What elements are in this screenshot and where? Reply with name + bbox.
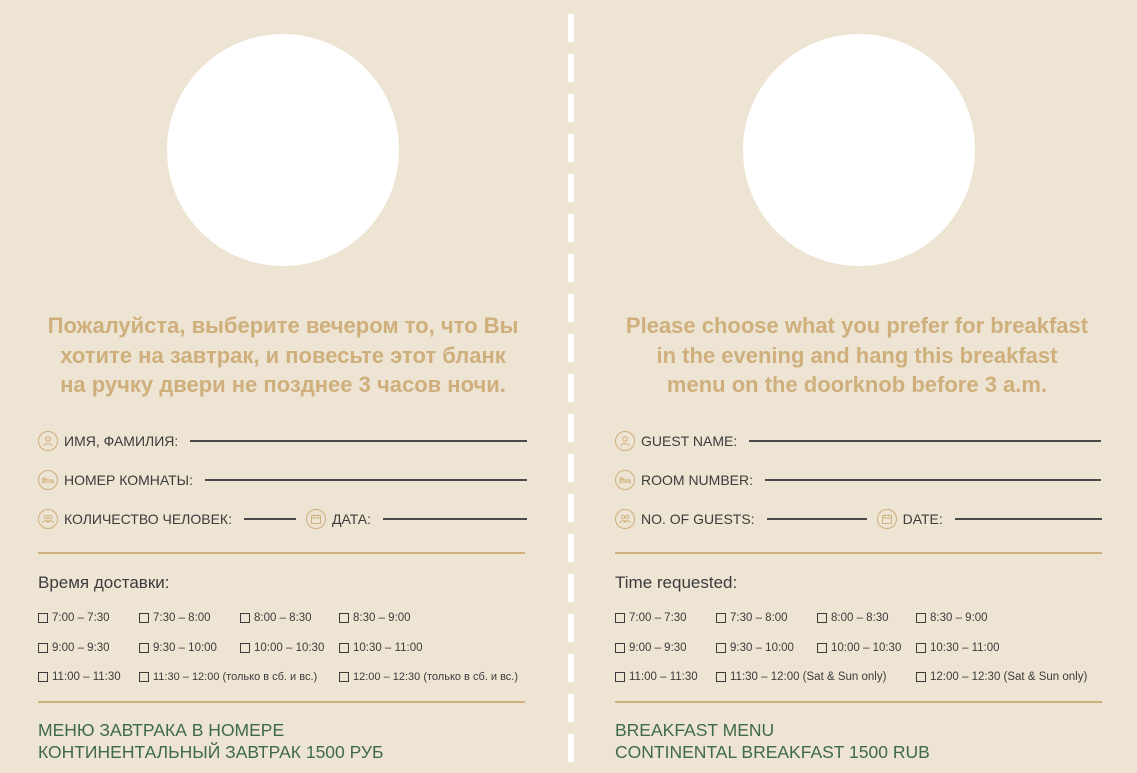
intro-line: хотите на завтрак, и повесьте этот бланк — [60, 342, 506, 368]
time-slot-checkbox[interactable] — [240, 612, 312, 624]
checkbox[interactable] — [139, 672, 149, 682]
person-icon — [38, 431, 58, 451]
time-slot-checkbox[interactable] — [339, 612, 411, 624]
checkbox[interactable] — [916, 613, 926, 623]
time-slot-checkbox[interactable] — [615, 671, 698, 683]
checkbox[interactable] — [916, 643, 926, 653]
time-slot-checkbox[interactable] — [716, 642, 794, 654]
slot-label: 10:00 – 10:30 — [254, 642, 325, 654]
room-input-line[interactable] — [765, 479, 1101, 481]
checkbox[interactable] — [139, 643, 149, 653]
checkbox[interactable] — [615, 672, 625, 682]
doorknob-hole — [167, 34, 399, 266]
name-input-line[interactable] — [749, 440, 1101, 442]
checkbox[interactable] — [339, 672, 349, 682]
menu-title: МЕНЮ ЗАВТРАКА В НОМЕРЕ — [38, 720, 285, 740]
time-slot-checkbox[interactable] — [38, 642, 110, 654]
name-field-row — [615, 429, 1101, 453]
checkbox[interactable] — [240, 613, 250, 623]
checkbox[interactable] — [139, 613, 149, 623]
intro-text — [602, 311, 1112, 400]
time-slot-checkbox[interactable] — [38, 612, 110, 624]
checkbox[interactable] — [716, 613, 726, 623]
checkbox[interactable] — [38, 643, 48, 653]
intro-line: in the evening and hang this breakfast — [656, 342, 1058, 368]
checkbox[interactable] — [716, 672, 726, 682]
intro-line: Please choose what you prefer for breakfast — [625, 313, 1089, 338]
checkbox[interactable] — [817, 643, 827, 653]
checkbox[interactable] — [339, 613, 349, 623]
time-slot-checkbox[interactable] — [916, 612, 988, 624]
bed-icon — [38, 470, 58, 490]
checkbox[interactable] — [615, 613, 625, 623]
name-label: GUEST NAME: — [641, 433, 738, 449]
slot-label: 11:00 – 11:30 — [629, 671, 698, 683]
slot-label: 12:00 – 12:30 (только в сб. и вс.) — [353, 671, 519, 683]
room-label: ROOM NUMBER: — [641, 472, 753, 488]
slot-label: 11:00 – 11:30 — [52, 671, 121, 683]
time-slot-checkbox[interactable] — [716, 671, 886, 683]
slot-label: 9:30 – 10:00 — [153, 642, 217, 654]
cut-line-divider — [568, 14, 574, 773]
bed-icon — [615, 470, 635, 490]
section-rule — [38, 701, 525, 703]
name-input-line[interactable] — [190, 440, 527, 442]
time-title: Time requested: — [615, 573, 738, 592]
time-slot-checkbox[interactable] — [139, 612, 211, 624]
slot-label: 9:00 – 9:30 — [629, 642, 687, 654]
time-slot-checkbox[interactable] — [916, 671, 1087, 683]
slot-label: 10:30 – 11:00 — [930, 642, 1000, 654]
menu-item: КОНТИНЕНТАЛЬНЫЙ ЗАВТРАК 1500 РУБ — [38, 742, 384, 762]
room-field-row — [38, 468, 527, 492]
name-field-row — [38, 429, 527, 453]
date-input-line[interactable] — [955, 518, 1102, 520]
time-title: Время доставки: — [38, 573, 170, 592]
calendar-icon — [306, 509, 326, 529]
menu-block — [615, 719, 930, 763]
date-label: DATE: — [902, 511, 943, 527]
time-slot-checkbox[interactable] — [817, 612, 889, 624]
time-slot-checkbox[interactable] — [339, 642, 423, 654]
intro-line: на ручку двери не позднее 3 часов ночи. — [60, 372, 506, 397]
slot-label: 9:30 – 10:00 — [730, 642, 794, 654]
slot-label: 7:00 – 7:30 — [629, 612, 687, 624]
time-slot-checkbox[interactable] — [615, 612, 687, 624]
calendar-icon — [877, 509, 897, 529]
time-slot-checkbox[interactable] — [38, 671, 121, 683]
section-rule — [615, 552, 1102, 554]
guests-input-line[interactable] — [244, 518, 296, 520]
checkbox[interactable] — [916, 672, 926, 682]
slot-label: 7:30 – 8:00 — [730, 612, 788, 624]
slot-label: 8:30 – 9:00 — [353, 612, 411, 624]
checkbox[interactable] — [240, 643, 250, 653]
guests-date-row — [38, 507, 527, 531]
time-slot-checkbox[interactable] — [817, 642, 901, 654]
slot-label: 7:30 – 8:00 — [153, 612, 211, 624]
slot-label: 10:00 – 10:30 — [831, 642, 902, 654]
menu-title: BREAKFAST MENU — [615, 720, 775, 740]
guests-label: NO. OF GUESTS: — [641, 511, 755, 527]
doorknob-hole — [743, 34, 975, 266]
room-label: НОМЕР КОМНАТЫ: — [64, 472, 193, 488]
slot-label: 11:30 – 12:00 (Sat & Sun only) — [730, 671, 887, 683]
checkbox[interactable] — [817, 613, 827, 623]
time-slot-checkbox[interactable] — [240, 642, 324, 654]
time-slot-checkbox[interactable] — [339, 671, 518, 683]
time-slot-checkbox[interactable] — [139, 642, 217, 654]
intro-text — [28, 311, 538, 400]
slot-label: 8:30 – 9:00 — [930, 612, 988, 624]
group-icon — [38, 509, 58, 529]
panel-english — [615, 0, 1105, 773]
section-rule — [615, 701, 1102, 703]
menu-item: CONTINENTAL BREAKFAST 1500 RUB — [615, 742, 930, 762]
person-icon — [615, 431, 635, 451]
checkbox[interactable] — [615, 643, 625, 653]
checkbox[interactable] — [38, 613, 48, 623]
section-rule — [38, 552, 525, 554]
date-label: ДАТА: — [331, 511, 372, 527]
slot-label: 8:00 – 8:30 — [831, 612, 889, 624]
slot-label: 9:00 – 9:30 — [52, 642, 110, 654]
slot-label: 12:00 – 12:30 (Sat & Sun only) — [930, 671, 1088, 683]
time-slot-checkbox[interactable] — [716, 612, 788, 624]
menu-block — [38, 719, 384, 763]
panel-russian — [38, 0, 528, 773]
intro-line: menu on the doorknob before 3 a.m. — [666, 372, 1048, 397]
slot-label: 11:30 – 12:00 (только в сб. и вс.) — [153, 671, 318, 683]
slot-label: 8:00 – 8:30 — [254, 612, 312, 624]
group-icon — [615, 509, 635, 529]
checkbox[interactable] — [339, 643, 349, 653]
guests-date-row — [615, 507, 1102, 531]
time-slot-checkbox[interactable] — [615, 642, 687, 654]
checkbox[interactable] — [38, 672, 48, 682]
room-field-row — [615, 468, 1101, 492]
time-slot-checkbox[interactable] — [139, 671, 317, 683]
intro-line: Пожалуйста, выберите вечером то, что Вы — [47, 313, 519, 338]
slot-label: 7:00 – 7:30 — [52, 612, 110, 624]
room-input-line[interactable] — [205, 479, 527, 481]
slot-label: 10:30 – 11:00 — [353, 642, 423, 654]
time-slot-checkbox[interactable] — [916, 642, 1000, 654]
date-input-line[interactable] — [383, 518, 527, 520]
guests-label: КОЛИЧЕСТВО ЧЕЛОВЕК: — [64, 511, 232, 527]
guests-input-line[interactable] — [767, 518, 867, 520]
name-label: ИМЯ, ФАМИЛИЯ: — [64, 433, 179, 449]
checkbox[interactable] — [716, 643, 726, 653]
